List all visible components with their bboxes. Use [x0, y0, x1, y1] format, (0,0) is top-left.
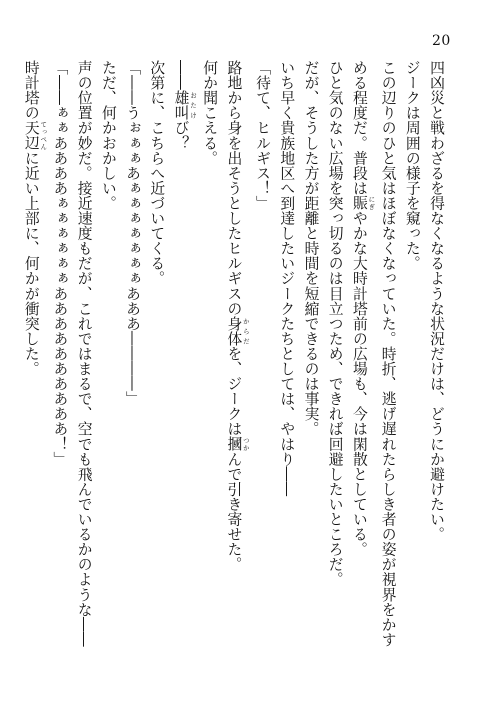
- text-line: この辺りのひと気はほぼなくなっていた。時折、逃げ遅れたらしき者の姿が視界をかす: [379, 60, 397, 647]
- text-line: だが、そうした方が距離と時間を短縮できるのは事実。: [302, 60, 320, 437]
- text-line: ひと気のない広場を突っ切るのは目立つため、できれば回避したいところだ。: [326, 60, 344, 587]
- text-line: 声の位置が妙だ。接近速度もだが、これではまるで、空でも飛んでいるかのような――: [75, 60, 93, 647]
- text-line: 路地から身を出そうとしたヒルギスの身体 からだを、ジークは摑 つかんで引き寄せた。: [225, 60, 250, 572]
- furigana: 天辺 てっぺん: [22, 120, 48, 151]
- dialogue-line: 「――うぉぁぁあぁぁぁぁぁぁぁあああ――――」: [124, 60, 142, 407]
- text-line: ジークは周囲の様子を窺った。: [403, 60, 421, 271]
- furigana: 摑 つか: [225, 436, 250, 452]
- text-line: 次第に、こちらへ近づいてくる。: [148, 60, 166, 286]
- text-line: いち早く貴族地区へ到達したいジークたちとしては、やはり――: [278, 60, 296, 497]
- furigana: 雄叫 おたけ: [172, 90, 197, 121]
- furigana: 身体 からだ: [225, 315, 250, 346]
- body-text: [19, 60, 448, 670]
- dialogue-line: 「――ぁぁああああぁぁぁぁぁぁああああああああああ！」: [51, 60, 69, 467]
- page-number: 20: [432, 33, 451, 49]
- text-line: 四凶災と戦わざるを得なくなるような状況だけは、どうにか避けたい。: [428, 60, 445, 542]
- dialogue-line: 「待て、ヒルギス！」: [254, 60, 272, 211]
- furigana: 賑 にぎ: [350, 195, 376, 211]
- text-line: ――雄叫 おたけび？: [172, 60, 197, 151]
- text-line: める程度だ。普段は賑 にぎやかな大時計塔前の広場も、今は閑散としている。: [350, 60, 376, 557]
- text-line: ただ、何かおかしい。: [99, 60, 117, 211]
- text-line: 何か聞こえる。: [201, 60, 219, 166]
- text-line: 時計塔の天辺 てっぺんに近い上部に、何かが衝突した。: [22, 60, 48, 377]
